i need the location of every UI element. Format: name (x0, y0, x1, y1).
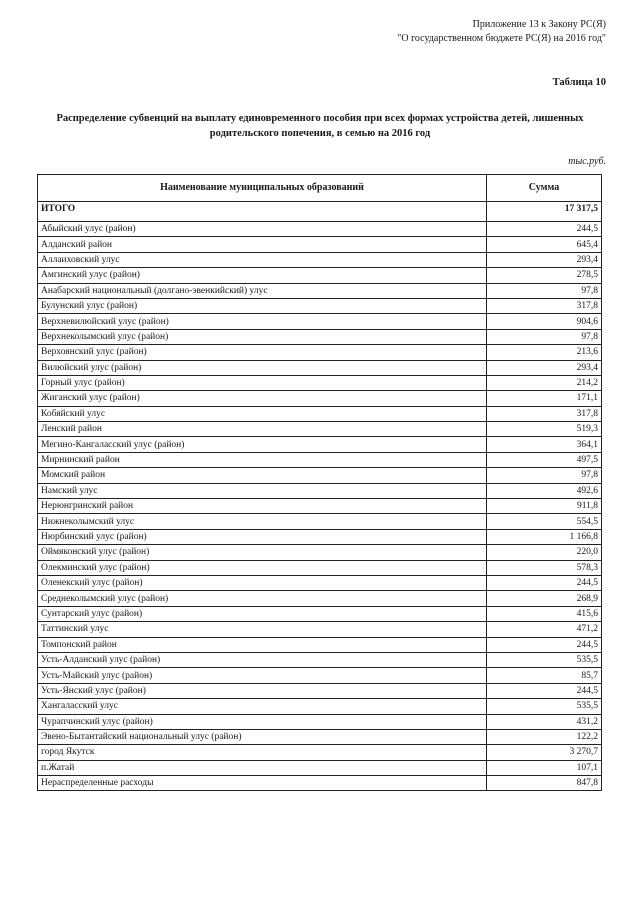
municipality-name: Эвено-Бытантайский национальный улус (район) (38, 729, 487, 744)
table-row (38, 314, 602, 329)
column-header-name: Наименование муниципальных образований (38, 175, 487, 202)
municipality-name: Булунский улус (район) (38, 298, 487, 313)
subsidy-amount: 122,2 (487, 729, 602, 744)
municipality-name: Алданский район (38, 237, 487, 252)
municipality-name: Оленекский улус (район) (38, 575, 487, 590)
subsidy-amount: 1 166,8 (487, 529, 602, 544)
municipality-name: Нераспределенные расходы (38, 776, 487, 791)
subsidy-amount: 431,2 (487, 714, 602, 729)
municipality-name: Оймяконский улус (район) (38, 545, 487, 560)
subsidy-amount: 244,5 (487, 575, 602, 590)
subsidy-amount: 278,5 (487, 268, 602, 283)
subsidy-amount: 904,6 (487, 314, 602, 329)
subsidy-amount: 911,8 (487, 499, 602, 514)
subsidy-amount: 847,8 (487, 776, 602, 791)
subsidy-amount: 471,2 (487, 622, 602, 637)
subsidy-amount: 220,0 (487, 545, 602, 560)
municipality-name: Нижнеколымский улус (38, 514, 487, 529)
table-row (38, 283, 602, 298)
table-row (38, 606, 602, 621)
subsidy-amount: 244,5 (487, 683, 602, 698)
municipality-name: Олекминский улус (район) (38, 560, 487, 575)
table-row (38, 652, 602, 667)
subsidy-amount: 3 270,7 (487, 745, 602, 760)
table-row (38, 452, 602, 467)
table-row (38, 268, 602, 283)
table-row (38, 529, 602, 544)
municipality-name: Верхневилюйский улус (район) (38, 314, 487, 329)
subsidy-amount: 415,6 (487, 606, 602, 621)
subsidy-amount: 268,9 (487, 591, 602, 606)
subsidy-amount: 519,3 (487, 422, 602, 437)
table-row (38, 237, 602, 252)
column-header-amount: Сумма (487, 175, 602, 202)
table-row (38, 298, 602, 313)
municipality-name: Усть-Янский улус (район) (38, 683, 487, 698)
subsidy-amount: 492,6 (487, 483, 602, 498)
municipality-name: Нерюнгринский район (38, 499, 487, 514)
municipality-name: Таттинский улус (38, 622, 487, 637)
municipality-name: Томпонский район (38, 637, 487, 652)
table-row (38, 499, 602, 514)
municipality-name: Горный улус (район) (38, 375, 487, 390)
table-row (38, 668, 602, 683)
document-title: Распределение субвенций на выплату единовременного пособия при всех формах устройства детей, лишенных родительского попечения, в семью на 2016 год (56, 113, 584, 139)
table-row (38, 360, 602, 375)
subsidy-amount: 85,7 (487, 668, 602, 683)
table-row (38, 345, 602, 360)
subsidy-amount: 578,3 (487, 560, 602, 575)
table-row (38, 714, 602, 729)
table-row (38, 683, 602, 698)
municipality-name: Намский улус (38, 483, 487, 498)
table-row (38, 745, 602, 760)
subsidy-amount: 293,4 (487, 252, 602, 267)
municipality-name: Сунтарский улус (район) (38, 606, 487, 621)
table-row (38, 468, 602, 483)
table-row (38, 406, 602, 421)
municipality-name: Мегино-Кангаласский улус (район) (38, 437, 487, 452)
table-row (38, 637, 602, 652)
table-row (38, 329, 602, 344)
table-row (38, 622, 602, 637)
total-label: ИТОГО (38, 202, 487, 222)
table-row (38, 222, 602, 237)
table-row (38, 252, 602, 267)
table-row (38, 545, 602, 560)
subsidy-amount: 364,1 (487, 437, 602, 452)
total-amount: 17 317,5 (487, 202, 602, 222)
municipality-name: Мирнинский район (38, 452, 487, 467)
municipality-name: Анабарский национальный (долгано-эвенкийский) улус (38, 283, 487, 298)
table-row (38, 729, 602, 744)
subsidy-amount: 293,4 (487, 360, 602, 375)
subsidy-amount: 244,5 (487, 637, 602, 652)
table-row (38, 575, 602, 590)
municipality-name: Амгинский улус (район) (38, 268, 487, 283)
table-row (38, 760, 602, 775)
table-number: Таблица 10 (552, 77, 606, 88)
appendix-line-2: "О государственном бюджете РС(Я) на 2016 год" (397, 33, 606, 44)
subsidy-amount: 97,8 (487, 468, 602, 483)
subsidy-amount: 554,5 (487, 514, 602, 529)
table-row (38, 391, 602, 406)
total-row (38, 202, 602, 222)
subsidy-amount: 535,5 (487, 699, 602, 714)
table-row (38, 375, 602, 390)
municipality-name: Аллаиховский улус (38, 252, 487, 267)
subsidy-amount: 171,1 (487, 391, 602, 406)
municipality-name: Момский район (38, 468, 487, 483)
municipality-name: Вилюйский улус (район) (38, 360, 487, 375)
units-label: тыс.руб. (568, 156, 606, 167)
municipality-name: Жиганский улус (район) (38, 391, 487, 406)
subsidy-amount: 97,8 (487, 329, 602, 344)
municipality-name: Нюрбинский улус (район) (38, 529, 487, 544)
municipality-name: Чурапчинский улус (район) (38, 714, 487, 729)
municipality-name: Усть-Алданский улус (район) (38, 652, 487, 667)
table-row (38, 437, 602, 452)
subsidy-amount: 97,8 (487, 283, 602, 298)
municipality-name: п.Жатай (38, 760, 487, 775)
table-row (38, 483, 602, 498)
table-row (38, 514, 602, 529)
subsidy-amount: 497,5 (487, 452, 602, 467)
municipality-name: Верхнеколымский улус (район) (38, 329, 487, 344)
subsidy-amount: 244,5 (487, 222, 602, 237)
appendix-reference (397, 18, 606, 46)
subsidy-amount: 214,2 (487, 375, 602, 390)
subsidy-amount: 645,4 (487, 237, 602, 252)
subsidies-table (37, 174, 602, 791)
appendix-line-1: Приложение 13 к Закону РС(Я) (472, 19, 606, 30)
subsidy-amount: 107,1 (487, 760, 602, 775)
table-row (38, 422, 602, 437)
subsidy-amount: 535,5 (487, 652, 602, 667)
municipality-name: город Якутск (38, 745, 487, 760)
municipality-name: Абыйский улус (район) (38, 222, 487, 237)
table-header-row (38, 175, 602, 202)
municipality-name: Хангаласский улус (38, 699, 487, 714)
municipality-name: Среднеколымский улус (район) (38, 591, 487, 606)
table-row (38, 560, 602, 575)
municipality-name: Кобяйский улус (38, 406, 487, 421)
municipality-name: Верхоянский улус (район) (38, 345, 487, 360)
table-row (38, 591, 602, 606)
subsidy-amount: 317,8 (487, 406, 602, 421)
municipality-name: Усть-Майский улус (район) (38, 668, 487, 683)
table-row (38, 776, 602, 791)
municipality-name: Ленский район (38, 422, 487, 437)
subsidy-amount: 213,6 (487, 345, 602, 360)
table-row (38, 699, 602, 714)
subsidy-amount: 317,8 (487, 298, 602, 313)
table-body (38, 202, 602, 791)
